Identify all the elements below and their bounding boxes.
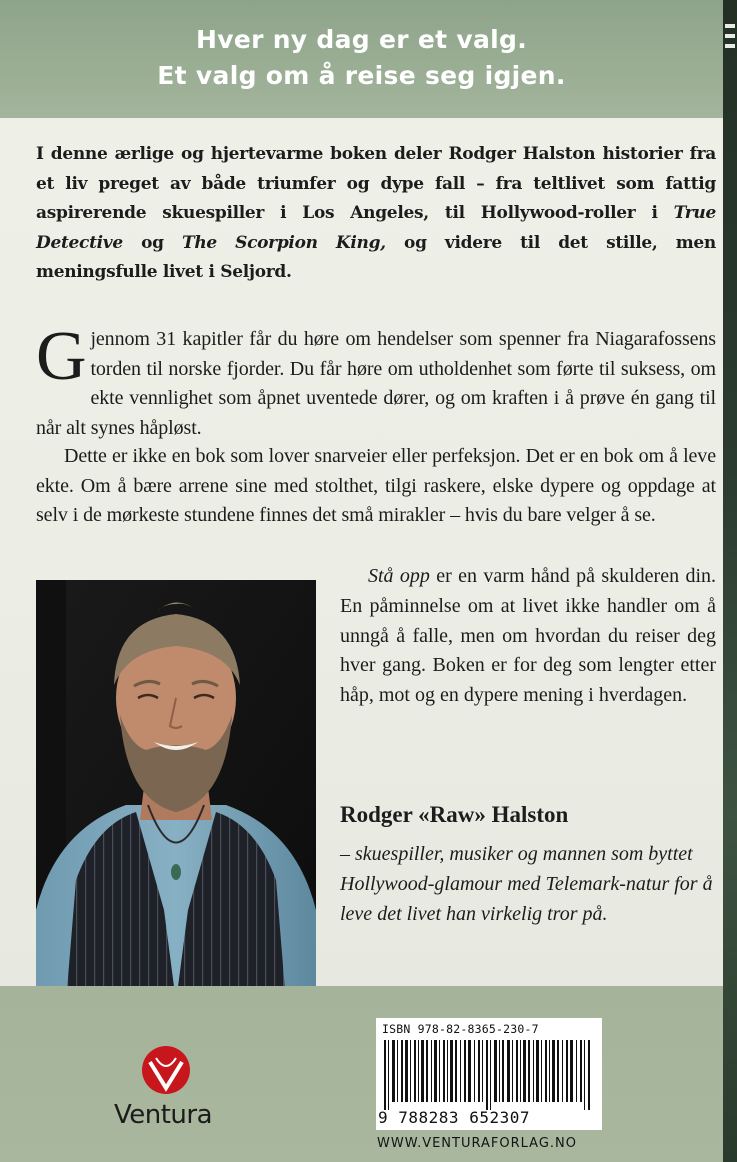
- drop-cap: G: [36, 318, 87, 395]
- barcode-bars: [380, 1040, 598, 1110]
- intro-paragraph: [36, 140, 716, 288]
- author-name: Rodger «Raw» Halston: [340, 802, 569, 827]
- body-paragraph-1-text: jennom 31 kapitler får du høre om hendelser som spenner fra Niagarafossens torden til norske fjorder. Du får høre om utholdenhet som førte til suksess, om ekte vennlighet som åpnet uventede dører, og om kraften i å prøve én gang til når alt synes håpløst.: [36, 328, 716, 439]
- author-portrait-image: [36, 580, 316, 1002]
- intro-text: og: [122, 232, 182, 253]
- tagline-band: [0, 0, 723, 118]
- publisher-website: WWW.VENTURAFORLAG.NO: [377, 1136, 578, 1151]
- body-paragraph-3-text: er en varm hånd på skulderen din. En påminnelse om at livet ikke handler om å unngå å falle, men om hvordan du reiser deg hver gang. Boken er for deg som lengter etter håp, mot og en dypere mening i hverdagen.: [340, 565, 716, 707]
- spine-edge: [723, 0, 737, 1162]
- spine-mark: [725, 44, 735, 48]
- body-paragraph-1: [36, 318, 716, 443]
- book-title-inline: Stå opp: [368, 565, 430, 587]
- spine-mark: [725, 34, 735, 38]
- spine-mark: [725, 24, 735, 28]
- tagline-line-2: Et valg om å reise seg igjen.: [157, 61, 566, 90]
- intro-text: I denne ærlige og hjertevarme boken deler Rodger Halston historier fra et liv preget av både triumfer og dype fall – fra teltlivet som fattig aspirerende skuespiller i Los Angeles, til Hollywood-roller i: [36, 144, 716, 223]
- intro-title-scorpion-king: The Scorpion King,: [181, 232, 386, 253]
- tagline-line-1: Hver ny dag er et valg.: [196, 25, 527, 54]
- barcode-digits: 9 788283 652307: [378, 1108, 530, 1127]
- intro-title-true-detective: True Detective: [36, 203, 716, 253]
- body-paragraph-2: Dette er ikke en bok som lover snarveier eller perfeksjon. Det er en bok om å leve ekte. Om å bære arrene sine med stolthet, tilgi raskere, elske dypere og oppdage at selv i de mørkeste stundene finnes det små mirakler – hvis du bare velger å se.: [36, 445, 716, 526]
- isbn-label: ISBN 978-82-8365-230-7: [382, 1022, 539, 1036]
- isbn-barcode: [376, 1018, 602, 1130]
- intro-text: og videre til det stille, men meningsfulle livet i Seljord.: [36, 232, 716, 282]
- publisher-logo-text: Ventura: [114, 1100, 213, 1130]
- author-photo: [36, 580, 316, 1002]
- author-description: – skuespiller, musiker og mannen som byttet Hollywood-glamour med Telemark-natur for å leve det livet han virkelig tror på.: [340, 843, 713, 925]
- body-paragraph-3: [340, 562, 716, 711]
